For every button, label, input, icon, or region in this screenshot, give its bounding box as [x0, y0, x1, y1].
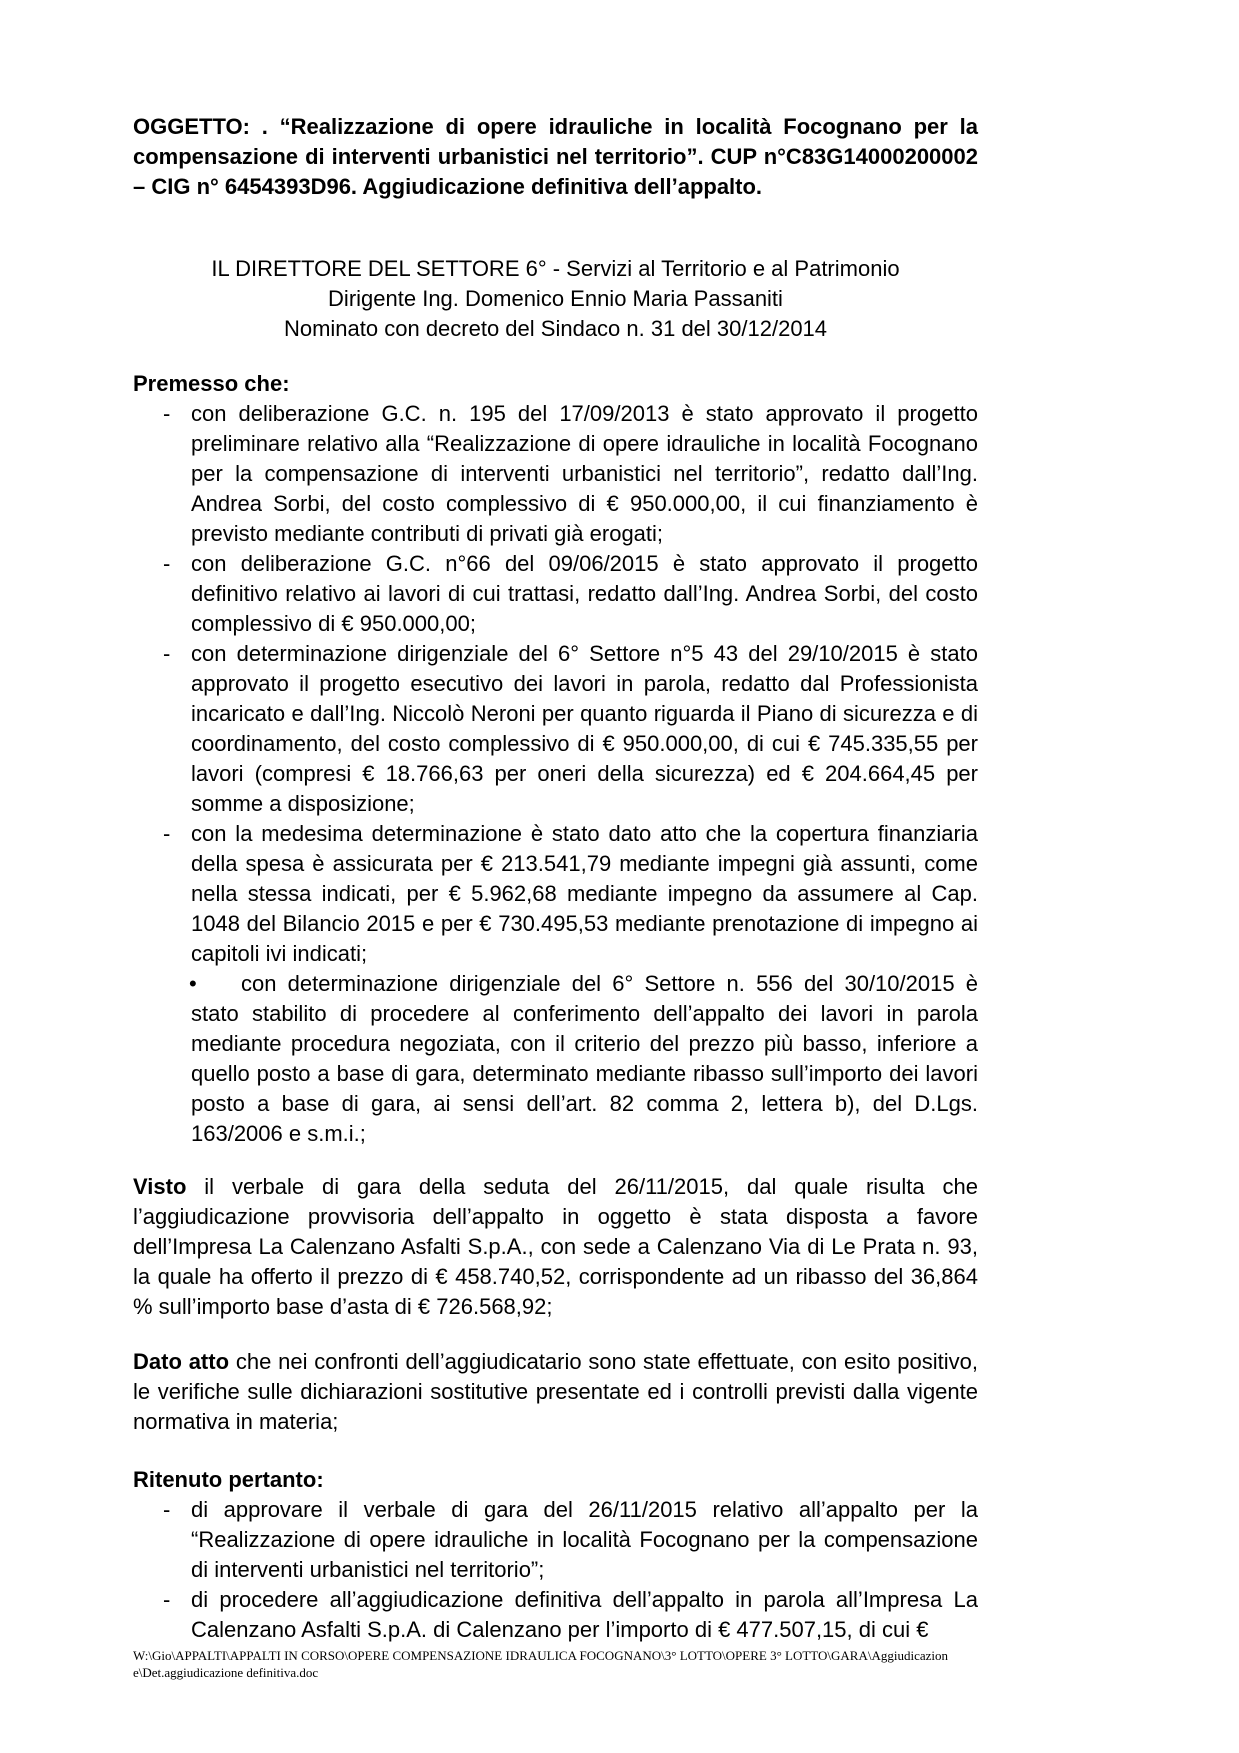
- document-content: [133, 112, 978, 1681]
- oggetto-paragraph: OGGETTO: . “Realizzazione di opere idrauliche in località Focognano per la compensazione di interventi urbanistici nel territorio”. CUP n°C83G14000200002 – CIG n° 6454393D96. Aggiudicazione definitiva dell’appalto.: [133, 114, 978, 199]
- dash-bullet: -: [163, 401, 171, 426]
- dash-bullet: -: [163, 641, 171, 666]
- header-line-nomina: Nominato con decreto del Sindaco n. 31 del 30/12/2014: [283, 316, 828, 341]
- premesso-item-4: [133, 819, 978, 969]
- premesso-item-2-text: con deliberazione G.C. n°66 del 09/06/2015 è stato approvato il progetto definitivo relativo ai lavori di cui trattasi, redatto dall’Ing. Andrea Sorbi, del costo complessivo di € 950.000,00;: [191, 551, 978, 636]
- dot-bullet: •: [189, 971, 197, 996]
- visto-lead: Visto: [133, 1174, 187, 1199]
- header-line-director: IL DIRETTORE DEL SETTORE 6° - Servizi al Territorio e al Patrimonio: [211, 256, 900, 281]
- ritenuto-item-2: [133, 1585, 978, 1645]
- premesso-item-1-text: con deliberazione G.C. n. 195 del 17/09/2013 è stato approvato il progetto preliminare relativo alla “Realizzazione di opere idrauliche in località Focognano per la compensazione di interventi urbanistici nel territorio”, redatto dall’Ing. Andrea Sorbi, del costo complessivo di € 950.000,00, il cui finanziamento è previsto mediante contributi di privati già erogati;: [191, 401, 978, 546]
- ritenuto-list: [133, 1495, 978, 1645]
- visto-body: il verbale di gara della seduta del 26/11/2015, dal quale risulta che l’aggiudicazione provvisoria dell’appalto in oggetto è stata disposta a favore dell’Impresa La Calenzano Asfalti S.p.A., con sede a Calenzano Via di Le Prata n. 93, la quale ha offerto il prezzo di € 458.740,52, corrispondente ad un ribasso del 36,864 % sull’importo base d’asta di € 726.568,92;: [133, 1174, 978, 1319]
- director-header: [133, 254, 978, 344]
- premesso-item-3: [133, 639, 978, 819]
- premesso-heading: Premesso che:: [133, 371, 290, 396]
- dash-bullet: -: [163, 1497, 171, 1522]
- dato-atto-lead: Dato atto: [133, 1349, 230, 1374]
- dash-bullet: -: [163, 551, 171, 576]
- ritenuto-item-1-text: di approvare il verbale di gara del 26/11/2015 relativo all’appalto per la “Realizzazione di opere idrauliche in località Focognano per la compensazione di interventi urbanistici nel territorio”;: [191, 1497, 978, 1582]
- premesso-item-1: [133, 399, 978, 549]
- dash-bullet: -: [163, 821, 171, 846]
- dato-atto-body: che nei confronti dell’aggiudicatario sono state effettuate, con esito positivo, le verifiche sulle dichiarazioni sostitutive presentate ed i controlli previsti dalla vigente normativa in materia;: [133, 1349, 979, 1434]
- dash-bullet: -: [163, 1587, 171, 1612]
- premesso-item-5: [133, 969, 978, 1149]
- premesso-item-4-text: con la medesima determinazione è stato dato atto che la copertura finanziaria della spesa è assicurata per € 213.541,79 mediante impegni già assunti, come nella stessa indicati, per € 5.962,68 mediante impegno da assumere al Cap. 1048 del Bilancio 2015 e per € 730.495,53 mediante prenotazione di impegno ai capitoli ivi indicati;: [191, 821, 978, 966]
- premesso-item-2: [133, 549, 978, 639]
- premesso-item-5-text: con determinazione dirigenziale del 6° Settore n. 556 del 30/10/2015 è stato stabilito di procedere al conferimento dell’appalto dei lavori in parola mediante procedura negoziata, con il criterio del prezzo più basso, inferiore a quello posto a base di gara, determinato mediante ribasso sull’importo dei lavori posto a base di gara, ai sensi dell’art. 82 comma 2, lettera b), del D.Lgs. 163/2006 e s.m.i.;: [191, 971, 978, 1146]
- premesso-item-3-text: con determinazione dirigenziale del 6° Settore n°5 43 del 29/10/2015 è stato approvato il progetto esecutivo dei lavori in parola, redatto dal Professionista incaricato e dall’Ing. Niccolò Neroni per quanto riguarda il Piano di sicurezza e di coordinamento, del costo complessivo di € 950.000,00, di cui € 745.335,55 per lavori (compresi € 18.766,63 per oneri della sicurezza) ed € 204.664,45 per somme a disposizione;: [191, 641, 978, 816]
- header-line-dirigente: Dirigente Ing. Domenico Ennio Maria Passaniti: [328, 286, 783, 311]
- ritenuto-item-1: [133, 1495, 978, 1585]
- visto-paragraph: [133, 1172, 978, 1322]
- dato-atto-paragraph: [133, 1347, 978, 1437]
- footer-file-path: W:\Gio\APPALTI\APPALTI IN CORSO\OPERE COMPENSAZIONE IDRAULICA FOCOGNANO\3° LOTTO\OPERE 3° LOTTO\GARA\Aggiudicazione\Det.aggiudicazione definitiva.doc: [133, 1648, 948, 1680]
- ritenuto-heading: Ritenuto pertanto:: [133, 1467, 324, 1492]
- ritenuto-item-2-text: di procedere all’aggiudicazione definitiva dell’appalto in parola all’Impresa La Calenzano Asfalti S.p.A. di Calenzano per l’importo di € 477.507,15, di cui €: [191, 1587, 978, 1642]
- premesso-list: [133, 399, 978, 1149]
